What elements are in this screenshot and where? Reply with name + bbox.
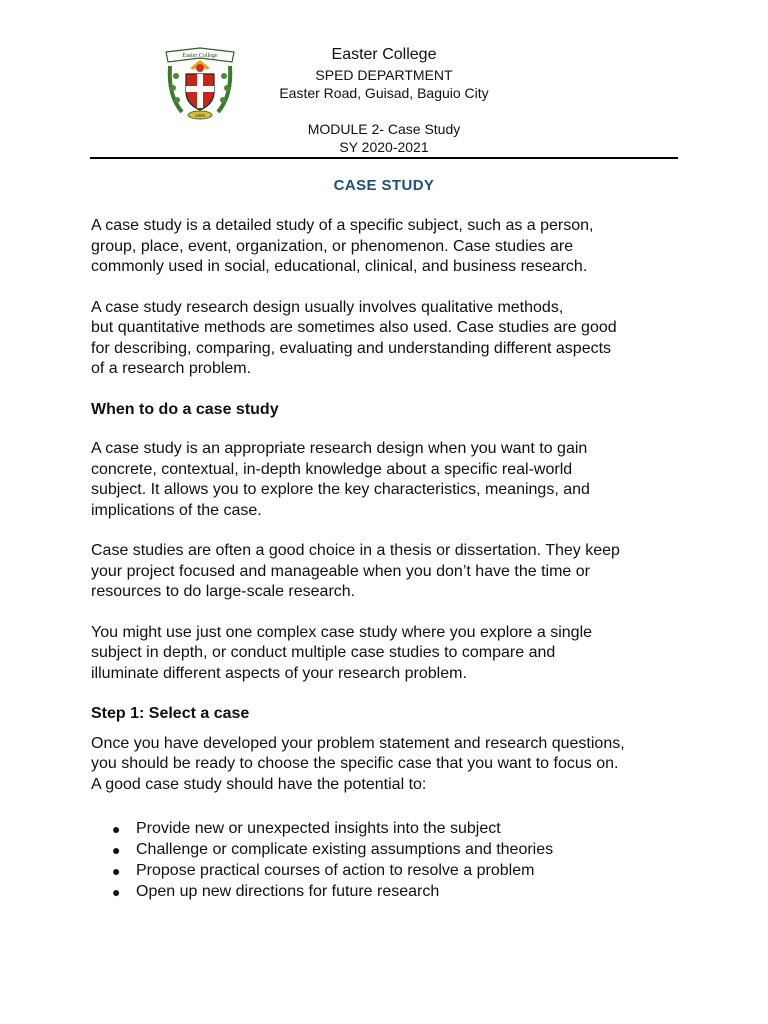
list-item-text: Propose practical courses of action to resolve a problem bbox=[136, 862, 535, 879]
intro-paragraph-1: A case study is a detailed study of a specific subject, such as a person, group, place, event, organization, or phenomenon. Case studies are commonly used in social, educational, clinical, and business research. bbox=[91, 217, 594, 275]
step1-paragraph: Once you have developed your problem statement and research questions, you should be ready to choose the specific case that you want to focus on. A good case study should have the potential to: bbox=[91, 734, 625, 793]
document-header bbox=[200, 44, 568, 156]
list-item bbox=[91, 881, 691, 902]
step1-heading: Step 1: Select a case bbox=[91, 705, 250, 722]
list-item-text: Open up new directions for future research bbox=[136, 883, 440, 900]
school-year: SY 2020-2021 bbox=[339, 139, 429, 155]
when-paragraph-1: A case study is an appropriate research design when you want to gain concrete, contextual, in-depth knowledge about a specific real-world subject. It allows you to explore the key characteristics, meanings, and implications of the case. bbox=[91, 440, 590, 519]
when-heading: When to do a case study bbox=[91, 400, 279, 418]
bullet-icon: ● bbox=[112, 884, 121, 900]
document-body bbox=[91, 216, 691, 902]
list-item bbox=[91, 818, 691, 839]
when-paragraph-3: You might use just one complex case study where you explore a single subject in depth, or conduct multiple case studies to compare and illuminate different aspects of your research problem. bbox=[91, 623, 593, 682]
bullet-icon: ● bbox=[112, 821, 121, 837]
module-title: MODULE 2- Case Study bbox=[307, 121, 461, 137]
bullet-icon: ● bbox=[112, 863, 121, 879]
document-title: CASE STUDY bbox=[333, 177, 435, 194]
college-address: Easter Road, Guisad, Baguio City bbox=[279, 85, 489, 101]
seal-year: 1906 bbox=[194, 113, 206, 118]
list-item-text: Provide new or unexpected insights into the subject bbox=[136, 820, 501, 837]
college-name: Easter College bbox=[331, 46, 437, 63]
intro-paragraph-2: A case study research design usually involves qualitative methods, but quantitative methods are sometimes also used. Case studies are good for describing, comparing, evaluating and understanding different aspects of a research problem. bbox=[91, 298, 617, 377]
list-item bbox=[91, 860, 691, 881]
department-name: SPED DEPARTMENT bbox=[315, 67, 453, 83]
when-paragraph-2: Case studies are often a good choice in a thesis or dissertation. They keep your project focused and manageable when you don’t have the time or resources to do large-scale research. bbox=[91, 542, 620, 600]
step1-bullet-list bbox=[91, 818, 691, 902]
header-divider bbox=[90, 157, 678, 159]
list-item-text: Challenge or complicate existing assumptions and theories bbox=[136, 841, 554, 858]
list-item bbox=[91, 839, 691, 860]
bullet-icon: ● bbox=[112, 842, 121, 858]
header-spacer bbox=[200, 102, 568, 120]
seal-text: Easter College bbox=[182, 53, 218, 59]
